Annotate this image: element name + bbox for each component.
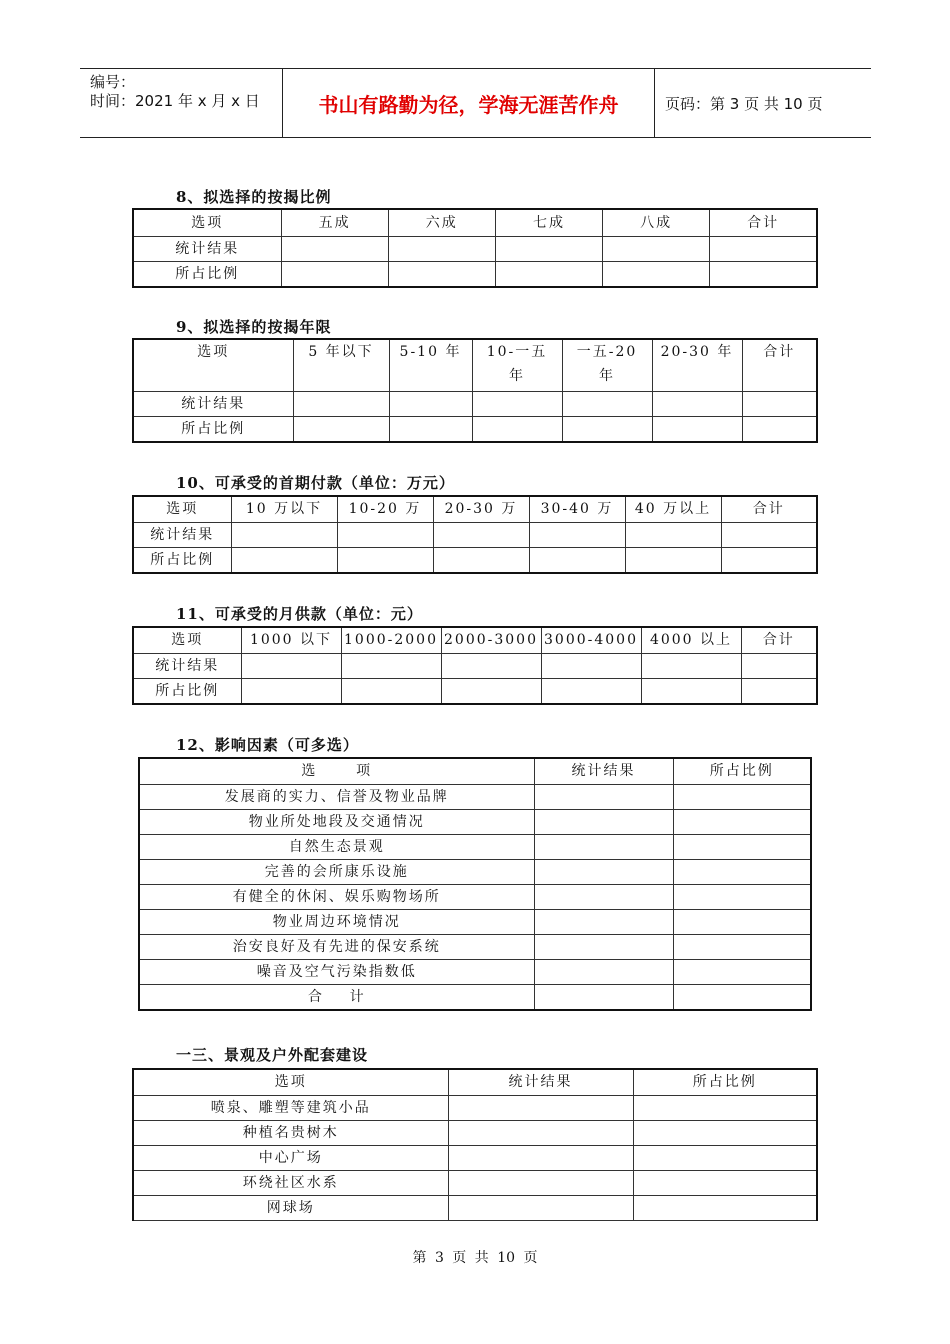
table-cell bbox=[529, 547, 625, 573]
table-cell bbox=[472, 391, 562, 416]
header-cell: 选项 bbox=[133, 496, 231, 522]
table-cell bbox=[495, 236, 602, 261]
header-cell: 七成 bbox=[495, 209, 602, 236]
header-cell: 5-10 年 bbox=[389, 339, 472, 391]
table-row bbox=[133, 1170, 817, 1195]
header-cell: 所占比例 bbox=[673, 758, 811, 784]
header-cell: 合计 bbox=[721, 496, 817, 522]
table-cell bbox=[633, 1170, 817, 1195]
section-12-title: 12、影响因素（可多选） bbox=[176, 736, 359, 754]
table-cell bbox=[534, 834, 673, 859]
header-cell: 1000 以下 bbox=[241, 627, 341, 653]
table-row bbox=[133, 1120, 817, 1145]
row-label: 物业周边环境情况 bbox=[139, 909, 534, 934]
table-cell bbox=[742, 416, 817, 442]
header-cell: 5 年以下 bbox=[293, 339, 389, 391]
row-label: 所占比例 bbox=[133, 678, 241, 704]
header-cell: 选项 bbox=[133, 339, 293, 391]
header-cell: 10-一五年 bbox=[472, 339, 562, 391]
header-cell: 选项 bbox=[133, 1069, 448, 1095]
header-cell: 20-30 年 bbox=[652, 339, 742, 391]
table-cell bbox=[448, 1145, 633, 1170]
header-cell: 合计 bbox=[710, 209, 817, 236]
table-cell bbox=[625, 547, 721, 573]
header-cell: 10-20 万 bbox=[337, 496, 433, 522]
table-cell bbox=[448, 1120, 633, 1145]
header-cell: 所占比例 bbox=[633, 1069, 817, 1095]
table-cell bbox=[742, 391, 817, 416]
table-cell bbox=[448, 1095, 633, 1120]
row-label: 合 计 bbox=[139, 984, 534, 1010]
header-cell: 选项 bbox=[133, 209, 281, 236]
section-10-title: 10、可承受的首期付款（单位：万元） bbox=[176, 474, 455, 492]
table-cell bbox=[673, 784, 811, 809]
section-9-title: 9、拟选择的按揭年限 bbox=[176, 318, 332, 336]
section-8-title: 8、拟选择的按揭比例 bbox=[176, 188, 332, 206]
row-label: 发展商的实力、信誉及物业品牌 bbox=[139, 784, 534, 809]
table-row bbox=[133, 261, 817, 287]
table-cell bbox=[293, 391, 389, 416]
header-cell: 合计 bbox=[742, 339, 817, 391]
table-cell bbox=[241, 653, 341, 678]
table-cell bbox=[281, 261, 388, 287]
table-row bbox=[139, 834, 811, 859]
table-cell bbox=[495, 261, 602, 287]
table-header-row bbox=[133, 496, 817, 522]
table-cell bbox=[710, 236, 817, 261]
table-cell bbox=[433, 547, 529, 573]
header-cell: 八成 bbox=[603, 209, 710, 236]
table-mortgage-term bbox=[132, 338, 818, 443]
table-cell bbox=[241, 678, 341, 704]
table-cell bbox=[534, 934, 673, 959]
table-row bbox=[133, 678, 817, 704]
table-monthly-payment bbox=[132, 626, 818, 705]
table-cell bbox=[231, 547, 337, 573]
table-row bbox=[133, 547, 817, 573]
table-cell bbox=[641, 678, 741, 704]
table-row bbox=[139, 934, 811, 959]
header-cell: 1000-2000 bbox=[341, 627, 441, 653]
table-cell bbox=[337, 522, 433, 547]
row-label: 网球场 bbox=[133, 1195, 448, 1220]
table-row bbox=[133, 1195, 817, 1220]
page-footer: 第 3 页 共 10 页 bbox=[412, 1250, 538, 1266]
table-cell bbox=[388, 261, 495, 287]
table-cell bbox=[341, 678, 441, 704]
table-cell bbox=[562, 416, 652, 442]
row-label: 物业所处地段及交通情况 bbox=[139, 809, 534, 834]
row-label: 自然生态景观 bbox=[139, 834, 534, 859]
row-label: 中心广场 bbox=[133, 1145, 448, 1170]
table-row bbox=[133, 653, 817, 678]
row-label: 喷泉、雕塑等建筑小品 bbox=[133, 1095, 448, 1120]
table-cell bbox=[673, 809, 811, 834]
table-cell bbox=[673, 934, 811, 959]
row-label: 统计结果 bbox=[133, 653, 241, 678]
table-cell bbox=[673, 859, 811, 884]
table-cell bbox=[281, 236, 388, 261]
table-mortgage-ratio bbox=[132, 208, 818, 288]
table-row bbox=[139, 784, 811, 809]
table-cell bbox=[534, 884, 673, 909]
table-row bbox=[139, 884, 811, 909]
header-cell: 统计结果 bbox=[534, 758, 673, 784]
header-date: 时间：2021 年 x 月 x 日 bbox=[90, 92, 260, 110]
table-cell bbox=[633, 1145, 817, 1170]
table-cell bbox=[541, 653, 641, 678]
row-label: 有健全的休闲、娱乐购物场所 bbox=[139, 884, 534, 909]
table-cell bbox=[721, 522, 817, 547]
table-cell bbox=[562, 391, 652, 416]
row-label: 统计结果 bbox=[133, 236, 281, 261]
table-cell bbox=[673, 959, 811, 984]
table-row bbox=[133, 1095, 817, 1120]
table-cell bbox=[673, 834, 811, 859]
header-cell: 合计 bbox=[741, 627, 817, 653]
table-cell bbox=[472, 416, 562, 442]
table-header-row bbox=[139, 758, 811, 784]
header-page-info: 页码：第 3 页 共 10 页 bbox=[665, 94, 823, 113]
table-cell bbox=[293, 416, 389, 442]
table-cell bbox=[441, 653, 541, 678]
header-cell: 五成 bbox=[281, 209, 388, 236]
row-label: 所占比例 bbox=[133, 416, 293, 442]
header-cell: 3000-4000 bbox=[541, 627, 641, 653]
row-label: 所占比例 bbox=[133, 261, 281, 287]
table-cell bbox=[534, 784, 673, 809]
table-cell bbox=[721, 547, 817, 573]
table-row bbox=[133, 391, 817, 416]
table-cell bbox=[673, 984, 811, 1010]
row-label: 统计结果 bbox=[133, 391, 293, 416]
table-cell bbox=[741, 678, 817, 704]
header-cell: 10 万以下 bbox=[231, 496, 337, 522]
table-cell bbox=[534, 959, 673, 984]
table-cell bbox=[534, 909, 673, 934]
header-cell: 一五-20年 bbox=[562, 339, 652, 391]
table-cell bbox=[673, 909, 811, 934]
table-header-row bbox=[133, 339, 817, 391]
row-label: 环绕社区水系 bbox=[133, 1170, 448, 1195]
header-cell: 统计结果 bbox=[448, 1069, 633, 1095]
header-number: 编号： bbox=[90, 73, 136, 91]
row-label: 所占比例 bbox=[133, 547, 231, 573]
table-cell bbox=[441, 678, 541, 704]
table-cell bbox=[433, 522, 529, 547]
table-cell bbox=[625, 522, 721, 547]
table-cell bbox=[534, 984, 673, 1010]
header-cell: 30-40 万 bbox=[529, 496, 625, 522]
table-cell bbox=[633, 1195, 817, 1220]
table-landscape-facilities bbox=[132, 1068, 818, 1221]
table-header-row bbox=[133, 209, 817, 236]
table-header-row bbox=[133, 627, 817, 653]
table-cell bbox=[652, 391, 742, 416]
table-row bbox=[139, 859, 811, 884]
table-cell bbox=[534, 859, 673, 884]
table-cell bbox=[389, 391, 472, 416]
page-header bbox=[80, 68, 871, 138]
table-cell bbox=[633, 1095, 817, 1120]
table-influence-factors bbox=[138, 757, 812, 1011]
table-row bbox=[133, 1145, 817, 1170]
table-row bbox=[139, 959, 811, 984]
table-row bbox=[133, 522, 817, 547]
table-header-row bbox=[133, 1069, 817, 1095]
table-cell bbox=[529, 522, 625, 547]
table-cell bbox=[652, 416, 742, 442]
header-cell: 20-30 万 bbox=[433, 496, 529, 522]
table-row bbox=[139, 984, 811, 1010]
table-cell bbox=[389, 416, 472, 442]
table-cell bbox=[448, 1170, 633, 1195]
section-11-title: 11、可承受的月供款（单位：元） bbox=[176, 605, 423, 623]
header-meta bbox=[80, 69, 283, 137]
header-cell: 4000 以上 bbox=[641, 627, 741, 653]
header-motto: 书山有路勤为径，学海无涯苦作舟 bbox=[283, 69, 655, 137]
table-cell bbox=[448, 1195, 633, 1220]
row-label: 治安良好及有先进的保安系统 bbox=[139, 934, 534, 959]
section-13-title: 一三、景观及户外配套建设 bbox=[176, 1046, 369, 1064]
table-cell bbox=[603, 261, 710, 287]
header-cell: 选 项 bbox=[139, 758, 534, 784]
row-label: 噪音及空气污染指数低 bbox=[139, 959, 534, 984]
table-cell bbox=[341, 653, 441, 678]
header-cell: 六成 bbox=[388, 209, 495, 236]
table-cell bbox=[337, 547, 433, 573]
row-label: 种植名贵树木 bbox=[133, 1120, 448, 1145]
table-row bbox=[139, 909, 811, 934]
header-cell: 40 万以上 bbox=[625, 496, 721, 522]
table-cell bbox=[633, 1120, 817, 1145]
header-cell: 2000-3000 bbox=[441, 627, 541, 653]
table-cell bbox=[388, 236, 495, 261]
table-row bbox=[133, 416, 817, 442]
row-label: 完善的会所康乐设施 bbox=[139, 859, 534, 884]
table-cell bbox=[231, 522, 337, 547]
table-row bbox=[139, 809, 811, 834]
table-row bbox=[133, 236, 817, 261]
table-cell bbox=[673, 884, 811, 909]
table-cell bbox=[541, 678, 641, 704]
table-cell bbox=[603, 236, 710, 261]
table-cell bbox=[710, 261, 817, 287]
table-cell bbox=[641, 653, 741, 678]
table-cell bbox=[741, 653, 817, 678]
header-cell: 选项 bbox=[133, 627, 241, 653]
table-down-payment bbox=[132, 495, 818, 574]
row-label: 统计结果 bbox=[133, 522, 231, 547]
table-cell bbox=[534, 809, 673, 834]
